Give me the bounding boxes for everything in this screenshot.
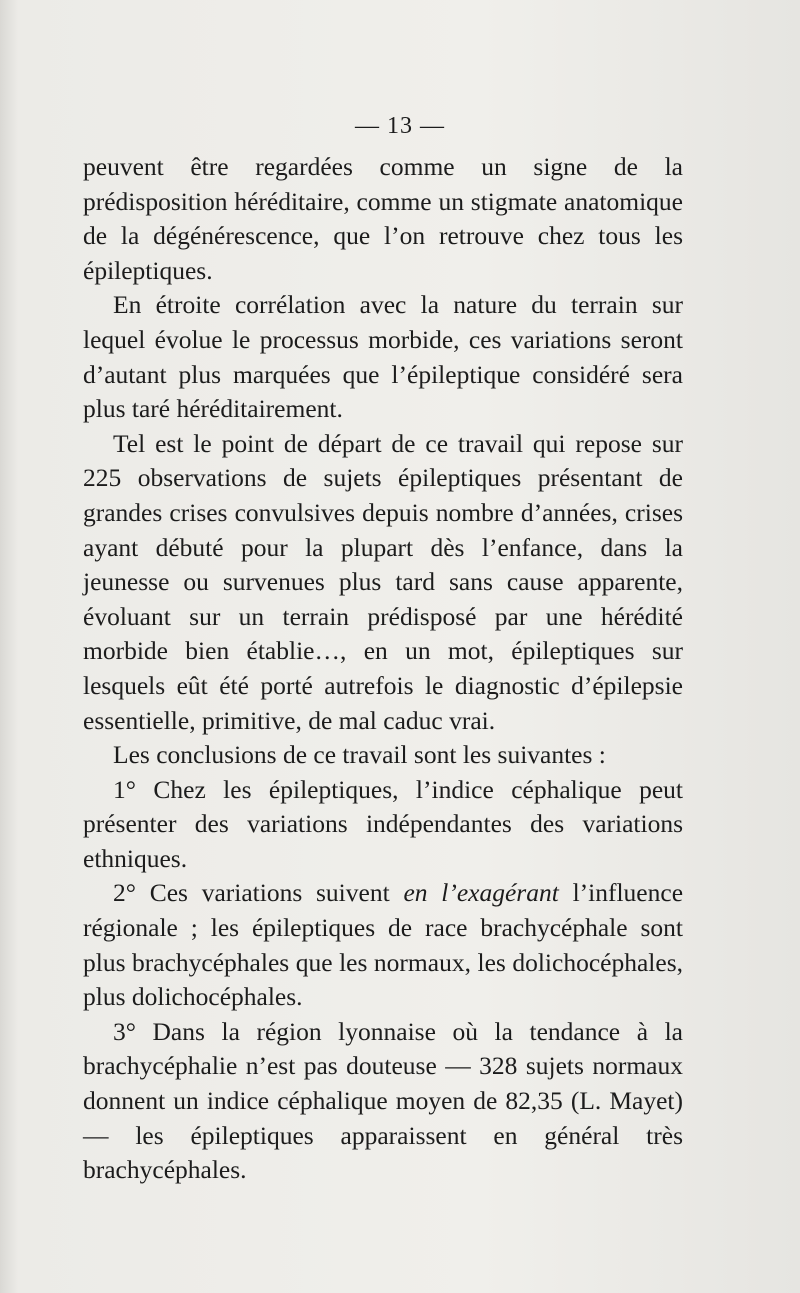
- paragraph-6-start: 2° Ces variations suivent: [113, 878, 404, 908]
- page-number: — 13 —: [355, 113, 445, 139]
- paragraph-7: 3° Dans la région lyonnaise où la tendance à la brachycéphalie n’est pas douteuse — 328 sujets normaux donnent un indice céphalique moyen de 82,35 (L. Mayet) — les épileptiques apparaissent en général très brachycéphales.: [83, 1016, 683, 1185]
- paragraph-3: Tel est le point de départ de ce travail qui repose sur 225 observations de sujets épileptiques présentant de grandes crises convulsives depuis nombre d’années, crises ayant débuté pour la plupart dès l’enfance, dans la jeunesse ou survenues plus tard sans cause apparente, évoluant sur un terrain prédisposé par une hérédité morbide bien établie…, en un mot, épileptiques sur lesquels eût été porté autrefois le diagnostic d’épilepsie essentielle, primitive, de mal caduc vrai.: [83, 428, 683, 735]
- paragraph-2: En étroite corrélation avec la nature du terrain sur lequel évolue le processus morbide, ces variations seront d’autant plus marquées que l’épileptique considéré sera plus taré héréditairement.: [83, 290, 683, 424]
- paragraph-6-end: l’influence régionale ; les épileptiques de race brachycéphale sont plus brachycéphales que les normaux, les dolichocéphales, plus dolichocéphales.: [83, 878, 684, 1012]
- paragraph-1: peuvent être regardées comme un signe de la prédisposition héréditaire, comme un stigmate anatomique de la dégénérescence, que l’on retrouve chez tous les épileptiques.: [83, 152, 683, 285]
- paragraph-5: 1° Chez les épileptiques, l’indice céphalique peut présenter des variations indépendantes des variations ethniques.: [83, 774, 683, 873]
- paragraph-4: Les conclusions de ce travail sont les suivantes :: [113, 740, 606, 770]
- paragraph-6-italic: en l’exagérant: [403, 878, 559, 908]
- body-text: [83, 150, 683, 1188]
- paragraph-6: [83, 876, 683, 1014]
